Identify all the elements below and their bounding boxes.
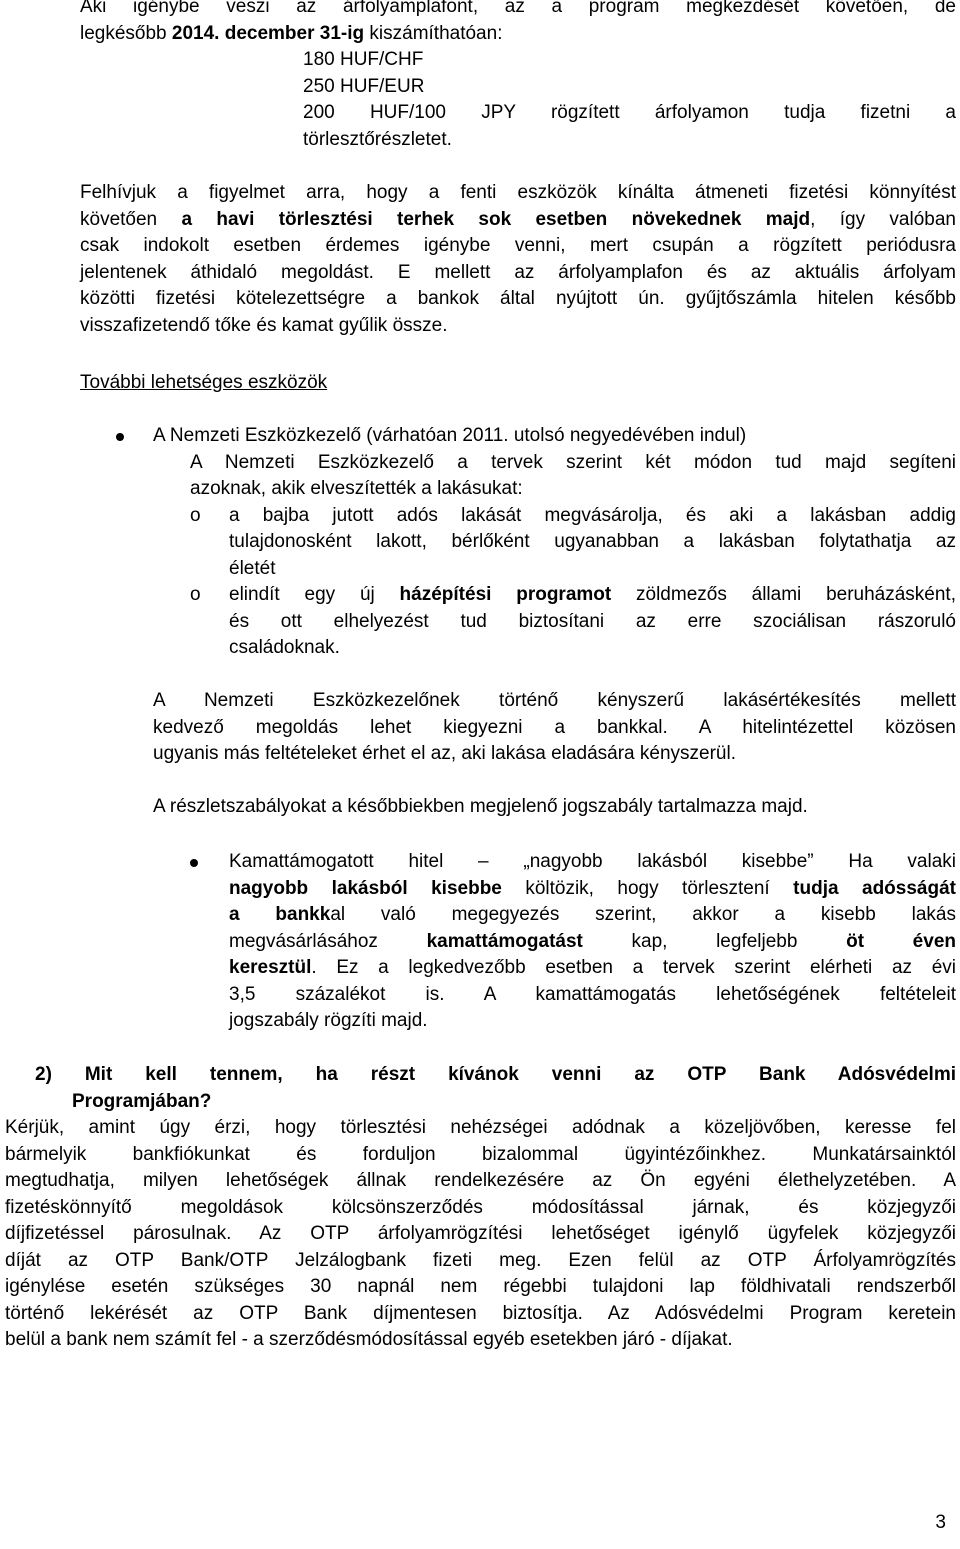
- rates-block: [303, 47, 956, 127]
- intro-line: legkésőbb 2014. december 31-ig kiszámíthatóan:: [80, 22, 503, 44]
- paragraph-line: családoknak.: [229, 637, 340, 658]
- question-heading: [35, 1062, 956, 1089]
- paragraph-line: belül a bank nem számít fel - a szerződésmódosítással egyéb esetekben járó - díjakat.: [5, 1329, 733, 1350]
- warning-paragraph: [80, 180, 956, 339]
- rate-line: törlesztőrészletet.: [303, 128, 452, 150]
- sub-item: [229, 503, 956, 583]
- rate-line: 180 HUF/CHF: [303, 49, 424, 70]
- bullet-title: A Nemzeti Eszközkezelő (várhatóan 2011. utolsó negyedévében indul): [153, 425, 747, 446]
- sub-item: [229, 582, 956, 662]
- question-heading-cont: [72, 1089, 956, 1116]
- rules-paragraph: [153, 794, 956, 821]
- bullet-description: [190, 450, 956, 503]
- paragraph-line: igénylése esetén szükséges 30 napnál nem régebbi tulajdoni lap földhivatali rendszerből: [5, 1276, 956, 1297]
- section-heading: További lehetséges eszközök: [80, 372, 328, 393]
- paragraph-line: A Nemzeti Eszközkezelőnek történő kényszerű lakásértékesítés mellett: [153, 690, 956, 711]
- bullet-icon: [190, 859, 198, 867]
- paragraph-line: megvásárlásához kamattámogatást kap, legfeljebb öt éven: [229, 930, 956, 952]
- paragraph-line: csak indokolt esetben érdemes igénybe venni, mert csupán a rögzített periódusra: [80, 235, 956, 256]
- question-line: 2) Mit kell tennem, ha részt kívánok venni az OTP Bank Adósvédelmi: [35, 1064, 956, 1085]
- paragraph-line: a bankkal való megegyezés szerint, akkor a kisebb lakás: [229, 904, 956, 925]
- paragraph-line: ugyanis más feltételeket érhet el az, aki lakása eladására kényszerül.: [153, 743, 736, 764]
- paragraph-line: A részletszabályokat a későbbiekben megjelenő jogszabály tartalmazza majd.: [153, 796, 808, 817]
- question-line: Programjában?: [72, 1090, 212, 1112]
- paragraph-line: megtudhatja, milyen lehetőségek állnak rendelkezésére az Ön egyéni élethelyzetében. A: [5, 1170, 956, 1191]
- bank-agreement-paragraph: [153, 688, 956, 768]
- paragraph-line: tulajdonosként lakott, bérlőként ugyanabban a lakásban folytathatja az: [229, 531, 956, 552]
- paragraph-line: Felhívjuk a figyelmet arra, hogy a fenti eszközök kínálta átmeneti fizetési könnyítést: [80, 182, 956, 203]
- paragraph-line: a bajba jutott adós lakását megvásárolja, és aki a lakásban addig: [229, 504, 956, 526]
- paragraph-line: nagyobb lakásból kisebbe költözik, hogy törlesztení tudja adósságát: [229, 877, 956, 899]
- intro-block: [80, 0, 956, 47]
- paragraph-line: keresztül. Ez a legkedvezőbb esetben a tervek szerint elérheti az évi: [229, 957, 956, 978]
- bullet-item-asset-manager: [153, 423, 956, 450]
- intro-line: Aki igénybe veszi az árfolyamplafont, az a program megkezdését követően, de: [80, 0, 956, 17]
- rate-line: 200 HUF/100 JPY rögzített árfolyamon tudja fizetni a: [303, 102, 956, 123]
- answer-paragraph: [5, 1115, 956, 1354]
- bullet-item-interest-support: [229, 849, 956, 1035]
- rates-cont: [303, 127, 956, 154]
- paragraph-line: életét: [229, 557, 276, 579]
- rate-line: 250 HUF/EUR: [303, 75, 425, 97]
- paragraph-line: és ott elhelyezést tud biztosítani az erre szociálisan rászoruló: [229, 610, 956, 632]
- sub-bullet-icon: o: [190, 584, 201, 605]
- paragraph-line: történő lekérését az OTP Bank díjmentesen biztosítja. Az Adósvédelmi Program keretein: [5, 1302, 956, 1324]
- bullet-icon: [116, 433, 124, 441]
- sub-bullet-icon: o: [190, 504, 201, 526]
- paragraph-line: kedvező megoldás lehet kiegyezni a bankkal. A hitelintézettel közösen: [153, 716, 956, 738]
- paragraph-line: követően a havi törlesztési terhek sok esetben növekednek majd, így valóban: [80, 208, 956, 230]
- paragraph-line: visszafizetendő tőke és kamat gyűlik össze.: [80, 314, 448, 336]
- paragraph-line: fizetéskönnyítő megoldások kölcsönszerződés módosítással járnak, és közjegyzői: [5, 1196, 956, 1218]
- paragraph-line: azoknak, akik elveszítették a lakásukat:: [190, 478, 523, 499]
- paragraph-line: A Nemzeti Eszközkezelő a tervek szerint két módon tud majd segíteni: [190, 451, 956, 473]
- paragraph-line: közötti fizetési kötelezettségre a bankok által nyújtott ún. gyűjtőszámla hitelen később: [80, 288, 956, 309]
- paragraph-line: Kamattámogatott hitel – „nagyobb lakásból kisebbe” Ha valaki: [229, 851, 956, 872]
- page-number: 3: [935, 1512, 946, 1533]
- paragraph-line: jogszabály rögzíti majd.: [229, 1010, 428, 1031]
- paragraph-line: díját az OTP Bank/OTP Jelzálogbank fizeti meg. Ezen felül az OTP Árfolyamrögzítés: [5, 1249, 956, 1271]
- paragraph-line: elindít egy új házépítési programot zöldmezős állami beruházásként,: [229, 584, 956, 605]
- paragraph-line: díjfizetéssel párosulnak. Az OTP árfolyamrögzítési lehetőséget igénylő ügyfelek közjegyzői: [5, 1223, 956, 1244]
- paragraph-line: Kérjük, amint úgy érzi, hogy törlesztési nehézségei adódnak a közeljövőben, keresse fel: [5, 1117, 956, 1138]
- paragraph-line: bármelyik bankfiókunkat és forduljon bizalommal ügyintézőinkhez. Munkatársainktól: [5, 1143, 956, 1165]
- paragraph-line: 3,5 százalékot is. A kamattámogatás lehetőségének feltételeit: [229, 983, 956, 1005]
- paragraph-line: jelentenek áthidaló megoldást. E mellett az árfolyamplafon és az aktuális árfolyam: [80, 261, 956, 283]
